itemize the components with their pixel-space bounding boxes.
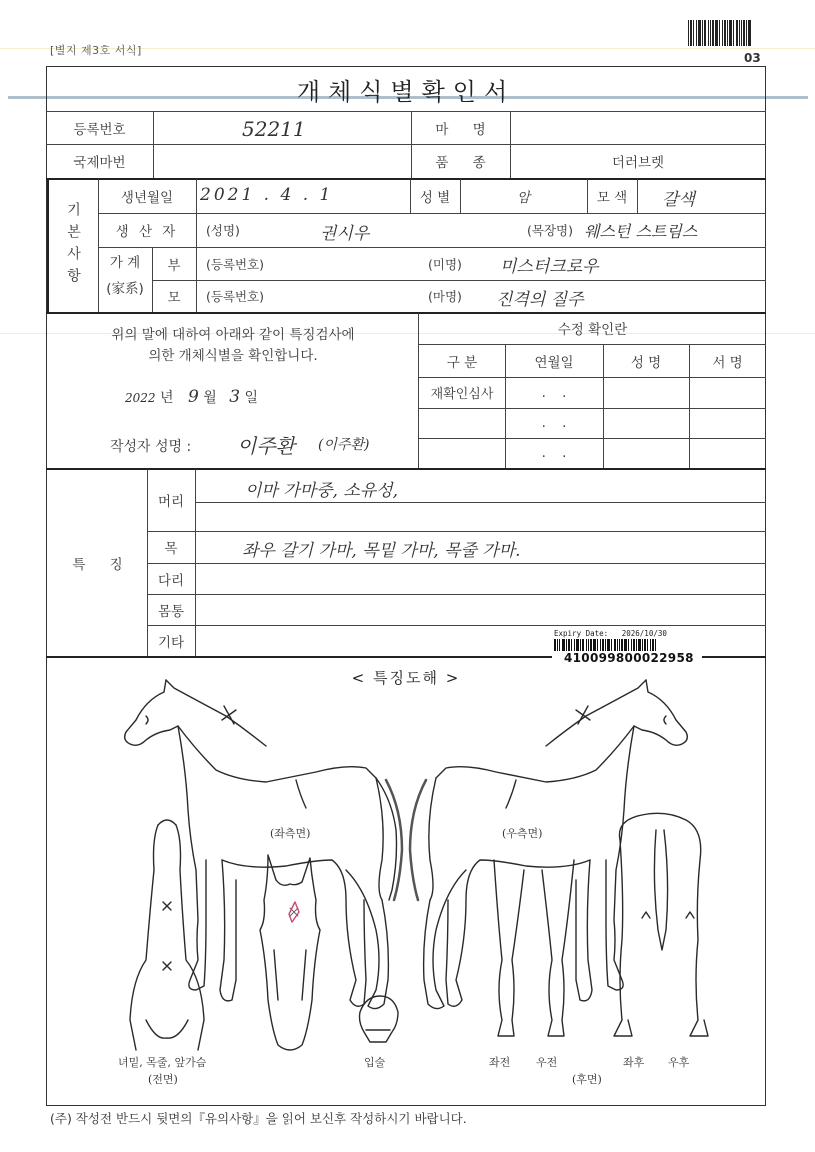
head-front-view-icon: [260, 855, 320, 1050]
basic-info-section-label: 기본사항: [65, 202, 81, 290]
left-side-horse-icon: [125, 680, 402, 1009]
feature-value-body[interactable]: [200, 594, 760, 625]
confirmation-statement-line1: 위의 말에 대하여 아래와 같이 특징검사에: [111, 327, 355, 343]
registration-no-label: 등록번호: [73, 121, 126, 138]
divider: [98, 213, 766, 214]
breeder-name-value[interactable]: 권시우: [320, 224, 370, 244]
sire-name-tag: (미명): [428, 256, 462, 272]
revision-row-name[interactable]: [603, 408, 689, 438]
author-value[interactable]: 이주환: [237, 434, 295, 458]
pedigree-label: 가 계: [109, 255, 141, 271]
left-side-label: (좌측면): [270, 827, 311, 840]
front-view-label: (전면): [148, 1073, 178, 1086]
feature-value-legs[interactable]: [200, 563, 760, 594]
revision-row-name[interactable]: [603, 438, 689, 468]
birth-value[interactable]: 2021 . 4 . 1: [200, 185, 334, 205]
feature-label-head: 머리: [157, 494, 185, 510]
right-side-label: (우측면): [502, 827, 543, 840]
feature-label-body: 몸통: [157, 603, 185, 620]
intl-no-value[interactable]: [153, 144, 411, 178]
horse-diagram: [46, 660, 766, 1105]
coat-color-label: 모 색: [596, 190, 628, 206]
revision-row-date[interactable]: . .: [541, 384, 567, 401]
revision-row-type: [419, 408, 505, 438]
revision-row-sign[interactable]: [689, 377, 766, 408]
day-unit: 일: [244, 390, 259, 406]
rear-view-horse-icon: [614, 813, 708, 1036]
features-section-label: 특 징: [72, 556, 123, 573]
sire-label: 부: [167, 257, 181, 274]
sex-value[interactable]: 암: [516, 190, 531, 206]
hind-left-leg-label: 좌후: [623, 1056, 645, 1069]
sticker-barcode: [554, 639, 698, 651]
front-right-leg-label: 우전: [536, 1056, 558, 1069]
coat-color-value[interactable]: 갈색: [662, 190, 695, 210]
breeder-label: 생 산 자: [115, 224, 179, 240]
hind-right-leg-label: 우후: [668, 1056, 690, 1069]
revision-col-date: 연월일: [534, 354, 574, 371]
front-view-caption: 녀밑, 목줄, 앞가슴: [118, 1056, 207, 1069]
feature-label-neck: 목: [164, 541, 178, 557]
farm-name-tag: (목장명): [527, 223, 573, 238]
year-unit: 년: [160, 390, 174, 406]
dam-name-value[interactable]: 진격의 질주: [496, 290, 584, 310]
feature-value-neck[interactable]: 좌우 갈기 가마, 목밑 가마, 목줄 가마.: [242, 541, 521, 561]
horse-name-label: 마 명: [435, 121, 486, 138]
front-left-leg-label: 좌전: [489, 1056, 511, 1069]
page-number: 03: [744, 51, 761, 65]
revision-row-date[interactable]: . .: [541, 415, 567, 431]
footer-note: (주) 작성전 반드시 뒷면의『유의사항』을 읽어 보신후 작성하시기 바랍니다.: [50, 1111, 467, 1126]
divider: [196, 179, 197, 312]
expiry-text: [554, 629, 667, 638]
revision-row-type: [419, 438, 505, 468]
lips-icon: [360, 996, 399, 1042]
farm-name-value[interactable]: 웨스턴 스트림스: [584, 222, 698, 241]
feature-label-other: 기타: [157, 634, 185, 651]
document-title: 개체식별확인서: [296, 78, 516, 106]
confirmation-statement-line2: 의한 개체식별을 확인합니다.: [148, 348, 318, 364]
breed-value[interactable]: 더러브렛: [611, 155, 665, 171]
sticker-code: 410099800022958: [564, 651, 694, 665]
divider: [637, 179, 638, 213]
dam-label: 모: [167, 290, 181, 306]
pedigree-label-group: [98, 250, 152, 310]
sex-label: 성 별: [419, 190, 451, 206]
sire-name-value[interactable]: 미스터크로우: [500, 257, 599, 277]
feature-label-legs: 다리: [157, 572, 185, 589]
revision-title: 수정 확인란: [557, 322, 628, 338]
month-value[interactable]: 9: [187, 387, 199, 407]
registration-no-value[interactable]: 52211: [242, 117, 306, 141]
revision-col-type: 구 분: [446, 354, 478, 371]
sire-reg-tag: (등록번호): [206, 256, 265, 272]
author-seal: (이주환): [318, 437, 370, 453]
intl-no-label: 국제마번: [73, 155, 126, 171]
birth-label: 생년월일: [120, 190, 174, 206]
revision-row-date[interactable]: . .: [541, 445, 567, 461]
author-label: 작성자 성명 :: [110, 439, 192, 455]
expiry-label: Expiry Date:: [554, 629, 609, 638]
feature-value-other[interactable]: [200, 625, 540, 656]
rear-view-label: (후면): [572, 1073, 602, 1086]
horse-name-value[interactable]: [510, 111, 766, 144]
page-barcode: [688, 20, 762, 46]
revision-row-sign[interactable]: [689, 438, 766, 468]
dam-reg-tag: (등록번호): [206, 289, 265, 304]
revision-col-name: 성 명: [630, 354, 662, 371]
right-side-horse-icon: [410, 680, 687, 1009]
revision-row-name[interactable]: [603, 377, 689, 408]
revision-row-sign[interactable]: [689, 408, 766, 438]
revision-col-sign: 서 명: [712, 354, 743, 371]
diagram-title: < 특징도해 >: [351, 669, 461, 687]
feature-value-head[interactable]: 이마 가마중, 소유성,: [245, 481, 398, 501]
front-legs-view-icon: [494, 860, 574, 1036]
lip-label: 입술: [364, 1056, 386, 1069]
breed-label: 품 종: [435, 155, 486, 171]
day-value[interactable]: 3: [229, 387, 241, 407]
form-number: [별지 제3호 서식]: [50, 44, 142, 57]
year-value[interactable]: 2022: [125, 391, 156, 405]
month-unit: 월: [203, 390, 217, 406]
divider: [147, 531, 766, 532]
revision-row-type: 재확인심사: [430, 387, 494, 402]
breeder-name-tag: (성명): [206, 223, 240, 238]
confirmation-statement: [48, 325, 418, 367]
expiry-date: 2026/10/30: [621, 629, 667, 638]
divider: [195, 502, 766, 503]
confirmation-date: [125, 387, 258, 407]
dam-name-tag: (마명): [428, 289, 462, 304]
pedigree-hanja: (家系): [106, 281, 144, 297]
